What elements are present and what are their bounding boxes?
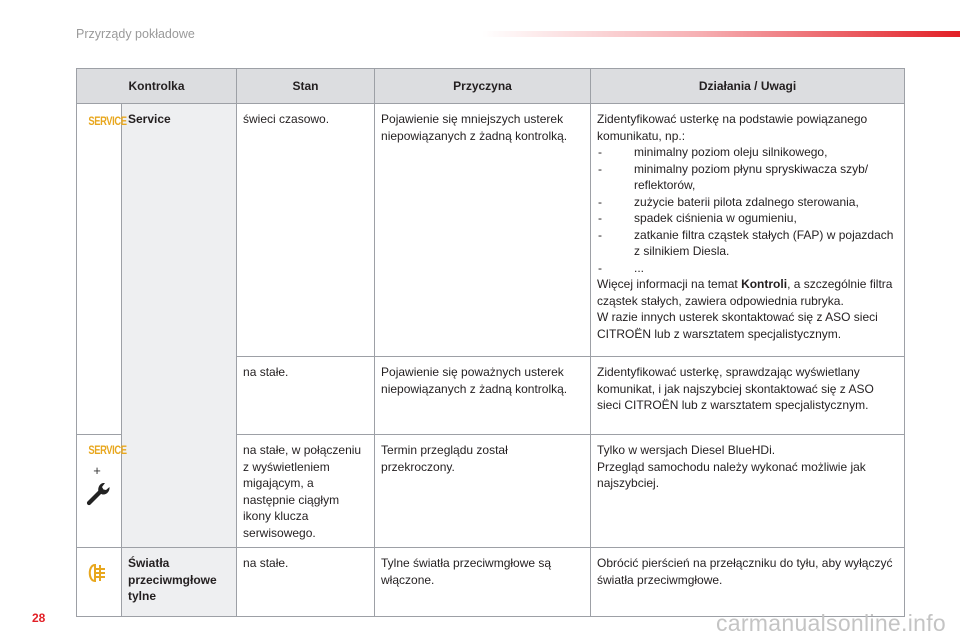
service-cause-3: Termin przeglądu został przekroczony. (375, 435, 591, 548)
header-przyczyna: Przyczyna (375, 69, 591, 104)
service-icon: SERVICE (88, 114, 127, 128)
service-action-1 (591, 104, 905, 357)
action-intro: Zidentyfikować usterkę na podstawie powiązanego komunikatu, np.: (597, 112, 868, 143)
fog-name: Światła przeciwmgłowe tylne (122, 548, 237, 617)
page-number: 28 (32, 611, 46, 625)
list-item: - ... (597, 260, 898, 277)
header-dzialania: Działania / Uwagi (591, 69, 905, 104)
table-row (77, 548, 905, 617)
list-item: - minimalny poziom płynu spryskiwacza szyb/ reflektorów, (597, 161, 898, 194)
service-name: Service (122, 104, 237, 548)
list-item: - spadek ciśnienia w ogumieniu, (597, 210, 898, 227)
service-cause-2: Pojawienie się poważnych usterek niepowiązanych z żadną kontrolką. (375, 357, 591, 435)
service-icon-cell (77, 104, 127, 435)
service-wrench-icon-cell (77, 435, 127, 548)
list-item: - minimalny poziom oleju silnikowego, (597, 144, 898, 161)
list-item: - zużycie baterii pilota zdalnego sterowania, (597, 194, 898, 211)
service-state-1: świeci czasowo. (237, 104, 375, 357)
more-info: Więcej informacji na temat Kontroli, a szczególnie filtra cząstek stałych, zawiera odpowiednia rubryka. (597, 277, 893, 308)
service-state-2: na stałe. (237, 357, 375, 435)
wrench-icon (86, 480, 112, 506)
more-info-2: W razie innych usterek skontaktować się z ASO sieci CITROËN lub z warsztatem specjalistycznym. (597, 310, 878, 341)
plus-sign: + (93, 462, 101, 478)
warning-lights-table (76, 68, 905, 617)
header-decorative-bar (482, 31, 960, 37)
action-line: Przegląd samochodu należy wykonać możliwie jak najszybciej. (597, 459, 866, 490)
action-line: Tylko w wersjach Diesel BlueHDi. (597, 443, 776, 457)
fog-icon-cell (77, 548, 122, 617)
fog-cause: Tylne światła przeciwmgłowe są włączone. (375, 548, 591, 617)
rear-fog-light-icon (84, 562, 114, 584)
page-section-title: Przyrządy pokładowe (76, 27, 195, 41)
service-action-3 (591, 435, 905, 548)
service-cause-1: Pojawienie się mniejszych usterek niepowiązanych z żadną kontrolką. (375, 104, 591, 357)
list-item: - zatkanie filtra cząstek stałych (FAP) w pojazdach z silnikiem Diesla. (597, 227, 898, 260)
watermark: carmanualsonline.info (715, 610, 946, 636)
service-icon: SERVICE (88, 443, 127, 457)
header-kontrolka: Kontrolka (77, 69, 237, 104)
table-row (77, 104, 905, 357)
service-state-3: na stałe, w połączeniu z wyświetleniem migającym, a następnie ciągłym ikony klucza serwisowego. (237, 435, 375, 548)
header-stan: Stan (237, 69, 375, 104)
fog-action: Obrócić pierścień na przełączniku do tyłu, aby wyłączyć światła przeciwmgłowe. (591, 548, 905, 617)
fog-state: na stałe. (237, 548, 375, 617)
fault-list (597, 144, 898, 276)
service-action-2: Zidentyfikować usterkę, sprawdzając wyświetlany komunikat, i jak najszybciej skontaktować się z ASO sieci CITROËN lub z warsztatem specjalistycznym. (591, 357, 905, 435)
